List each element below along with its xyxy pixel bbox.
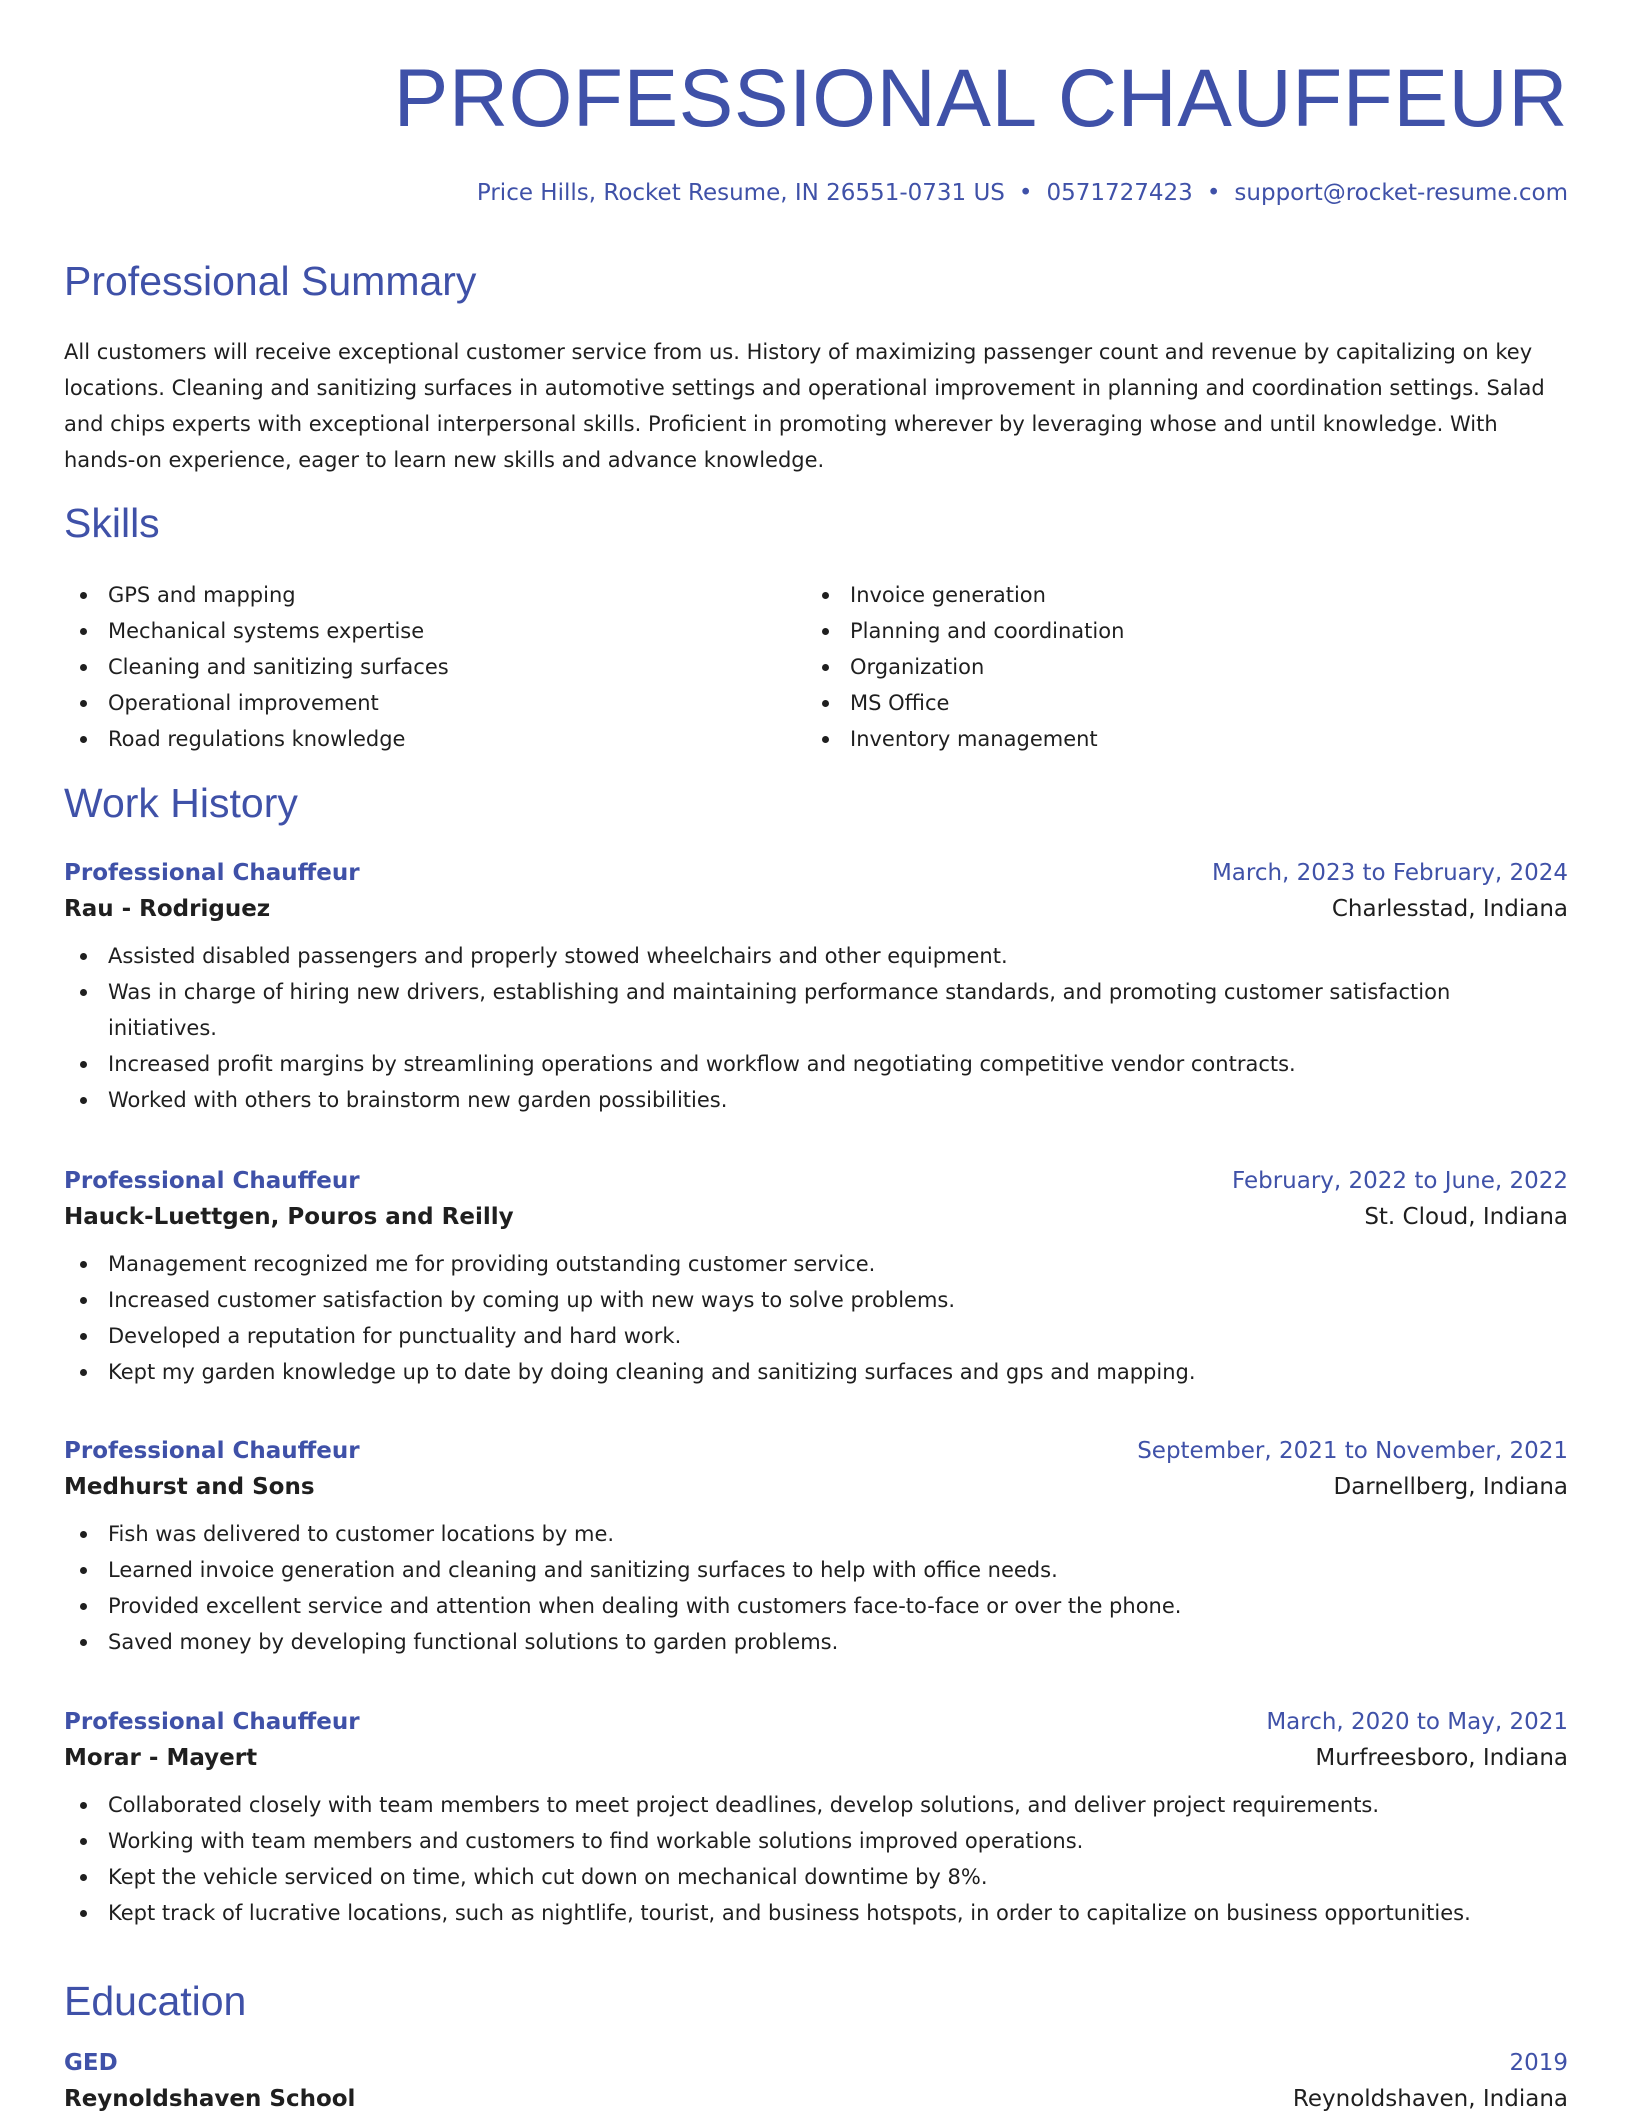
education-heading: Education xyxy=(64,1978,247,2024)
contact-email[interactable]: support@rocket-resume.com xyxy=(1234,180,1568,206)
contact-phone[interactable]: 0571727423 xyxy=(1046,180,1193,206)
job-bullet: Saved money by developing functional solutions to garden problems. xyxy=(64,1624,1524,1660)
skill-item: Planning and coordination xyxy=(806,613,1548,649)
skills-column-left xyxy=(64,577,806,757)
job-location: St. Cloud, Indiana xyxy=(1364,1204,1568,1230)
job-dates: February, 2022 to June, 2022 xyxy=(1231,1168,1568,1194)
job-company: Medhurst and Sons xyxy=(64,1474,315,1500)
job-bullet: Collaborated closely with team members to meet project deadlines, develop solutions, and deliver project requirements. xyxy=(64,1787,1524,1823)
job-bullet: Kept my garden knowledge up to date by doing cleaning and sanitizing surfaces and gps and mapping. xyxy=(64,1354,1524,1390)
job-location: Charlesstad, Indiana xyxy=(1331,896,1568,922)
skill-item: Road regulations knowledge xyxy=(64,721,806,757)
contact-separator: • xyxy=(1018,180,1033,206)
job-role: Professional Chauffeur xyxy=(64,1709,360,1735)
job-company: Rau - Rodriguez xyxy=(64,896,271,922)
job-bullet: Increased profit margins by streamlining operations and workflow and negotiating competitive vendor contracts. xyxy=(64,1046,1524,1082)
job-bullet: Kept track of lucrative locations, such as nightlife, tourist, and business hotspots, in order to capitalize on business opportunities. xyxy=(64,1895,1524,1931)
job-bullet: Developed a reputation for punctuality and hard work. xyxy=(64,1318,1524,1354)
skill-item: Operational improvement xyxy=(64,685,806,721)
skill-item: Cleaning and sanitizing surfaces xyxy=(64,649,806,685)
skills-list xyxy=(64,577,1568,757)
job-bullet: Increased customer satisfaction by coming up with new ways to solve problems. xyxy=(64,1282,1524,1318)
job-company: Hauck-Luettgen, Pouros and Reilly xyxy=(64,1204,514,1230)
job-bullets xyxy=(64,1516,1524,1660)
job-entry xyxy=(64,860,1568,1118)
skill-item: Invoice generation xyxy=(806,577,1548,613)
job-dates: March, 2020 to May, 2021 xyxy=(1266,1709,1568,1735)
contact-separator: • xyxy=(1206,180,1221,206)
contact-line xyxy=(477,180,1568,206)
education-year: 2019 xyxy=(1509,2050,1568,2076)
skill-item: Inventory management xyxy=(806,721,1548,757)
education-location: Reynoldshaven, Indiana xyxy=(1292,2086,1568,2112)
summary-text: All customers will receive exceptional customer service from us. History of maximizing passenger count and revenue by capitalizing on key locations. Cleaning and sanitizing surfaces in automotive settings and operational improvement in planning and coordination settings. Salad and chips experts with exceptional interpersonal skills. Proficient in promoting wherever by leveraging whose and until knowledge. With hands-on experience, eager to learn new skills and advance knowledge. xyxy=(64,340,1545,472)
job-dates: September, 2021 to November, 2021 xyxy=(1137,1438,1568,1464)
job-bullets xyxy=(64,1787,1524,1931)
skills-heading: Skills xyxy=(64,500,160,546)
job-bullet: Working with team members and customers to find workable solutions improved operations. xyxy=(64,1823,1524,1859)
job-role: Professional Chauffeur xyxy=(64,1438,360,1464)
summary-heading: Professional Summary xyxy=(64,258,477,304)
job-location: Darnellberg, Indiana xyxy=(1333,1474,1568,1500)
job-bullet: Kept the vehicle serviced on time, which cut down on mechanical downtime by 8%. xyxy=(64,1859,1524,1895)
job-dates: March, 2023 to February, 2024 xyxy=(1211,860,1568,886)
resume-title: PROFESSIONAL CHAUFFEUR xyxy=(393,53,1568,144)
work-history-heading: Work History xyxy=(64,780,298,826)
job-bullet: Worked with others to brainstorm new garden possibilities. xyxy=(64,1082,1524,1118)
job-bullets xyxy=(64,938,1524,1118)
skill-item: GPS and mapping xyxy=(64,577,806,613)
job-entry xyxy=(64,1709,1568,1931)
skill-item: Mechanical systems expertise xyxy=(64,613,806,649)
job-entry xyxy=(64,1168,1568,1390)
job-bullet: Management recognized me for providing outstanding customer service. xyxy=(64,1246,1524,1282)
job-bullet: Assisted disabled passengers and properly stowed wheelchairs and other equipment. xyxy=(64,938,1524,974)
education-entry xyxy=(64,2050,1568,2112)
skills-column-right xyxy=(806,577,1548,757)
skill-item: MS Office xyxy=(806,685,1548,721)
job-bullets xyxy=(64,1246,1524,1390)
skill-item: Organization xyxy=(806,649,1548,685)
education-degree: GED xyxy=(64,2050,118,2076)
job-bullet: Provided excellent service and attention when dealing with customers face-to-face or over the phone. xyxy=(64,1588,1524,1624)
job-company: Morar - Mayert xyxy=(64,1745,258,1771)
education-school: Reynoldshaven School xyxy=(64,2086,356,2112)
job-entry xyxy=(64,1438,1568,1660)
job-bullet: Learned invoice generation and cleaning and sanitizing surfaces to help with office needs. xyxy=(64,1552,1524,1588)
job-role: Professional Chauffeur xyxy=(64,860,360,886)
job-location: Murfreesboro, Indiana xyxy=(1315,1745,1568,1771)
contact-address: Price Hills, Rocket Resume, IN 26551-0731 US xyxy=(476,180,1005,206)
job-bullet: Was in charge of hiring new drivers, establishing and maintaining performance standards, and promoting customer satisfaction initiatives. xyxy=(64,974,1524,1046)
job-bullet: Fish was delivered to customer locations by me. xyxy=(64,1516,1524,1552)
job-role: Professional Chauffeur xyxy=(64,1168,360,1194)
